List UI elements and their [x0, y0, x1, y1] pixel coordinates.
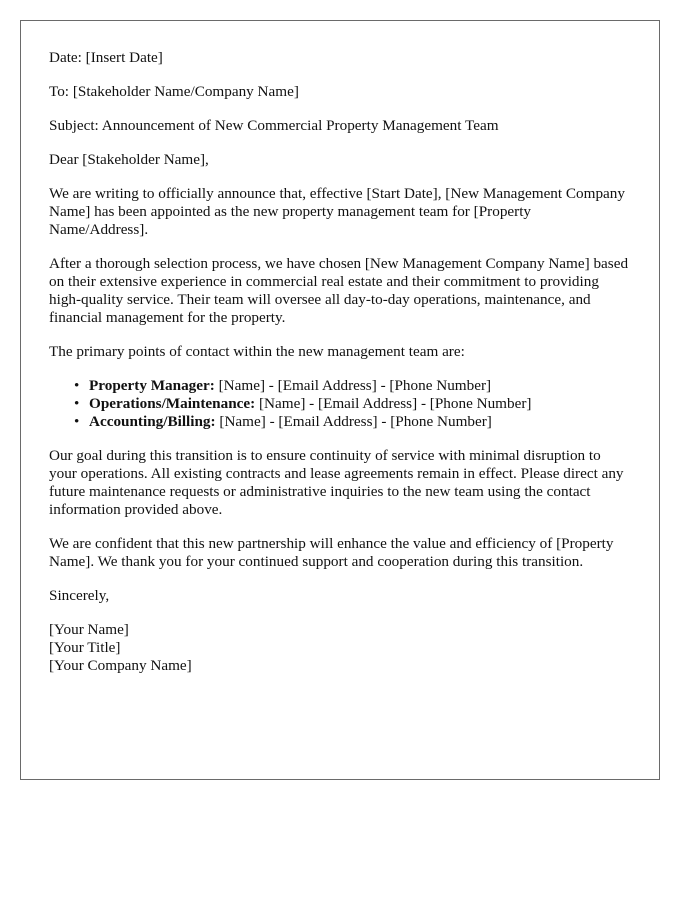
transition-goal-paragraph: Our goal during this transition is to ensure continuity of service with minimal disruption to your operations. All existing contracts and lease agreements remain in effect. Please direct any future maintenance requests or administrative inquiries to the new team using the contact information provided above. [49, 447, 624, 518]
contact-details: [Name] - [Email Address] - [Phone Number] [255, 395, 532, 412]
bullet-icon: • [74, 395, 80, 412]
contacts-intro: The primary points of contact within the new management team are: [49, 343, 465, 360]
contacts-list [49, 377, 631, 431]
bullet-icon: • [74, 413, 80, 430]
bullet-icon: • [74, 377, 80, 394]
signature-block [49, 621, 631, 675]
contact-role: Operations/Maintenance: [89, 395, 256, 412]
contact-role: Accounting/Billing: [89, 413, 216, 430]
contact-details: [Name] - [Email Address] - [Phone Number] [215, 413, 492, 430]
contact-item-operations-maintenance [74, 395, 631, 413]
closing: Sincerely, [49, 587, 110, 604]
announcement-paragraph: We are writing to officially announce that, effective [Start Date], [New Management Company Name] has been appointed as the new property management team for [Property Name/Address]. [49, 185, 625, 238]
subject-line: Subject: Announcement of New Commercial Property Management Team [49, 117, 499, 134]
signature-title: [Your Title] [49, 639, 121, 656]
signature-company: [Your Company Name] [49, 657, 192, 674]
contact-item-accounting-billing [74, 413, 631, 431]
date-line: Date: [Insert Date] [49, 49, 163, 66]
partnership-paragraph: We are confident that this new partnership will enhance the value and efficiency of [Property Name]. We thank you for your continued support and cooperation during this transition. [49, 535, 614, 570]
recipient-line: To: [Stakeholder Name/Company Name] [49, 83, 299, 100]
contact-details: [Name] - [Email Address] - [Phone Number] [214, 377, 492, 394]
contact-item-property-manager [74, 377, 631, 395]
contact-role: Property Manager: [89, 377, 215, 394]
selection-paragraph: After a thorough selection process, we have chosen [New Management Company Name] based on their extensive experience in commercial real estate and their commitment to providing high-quality service. Their team will oversee all day-to-day operations, maintenance, and financial management for the property. [49, 255, 629, 326]
signature-name: [Your Name] [49, 621, 129, 638]
letter-page [20, 20, 660, 780]
salutation: Dear [Stakeholder Name], [49, 151, 209, 168]
